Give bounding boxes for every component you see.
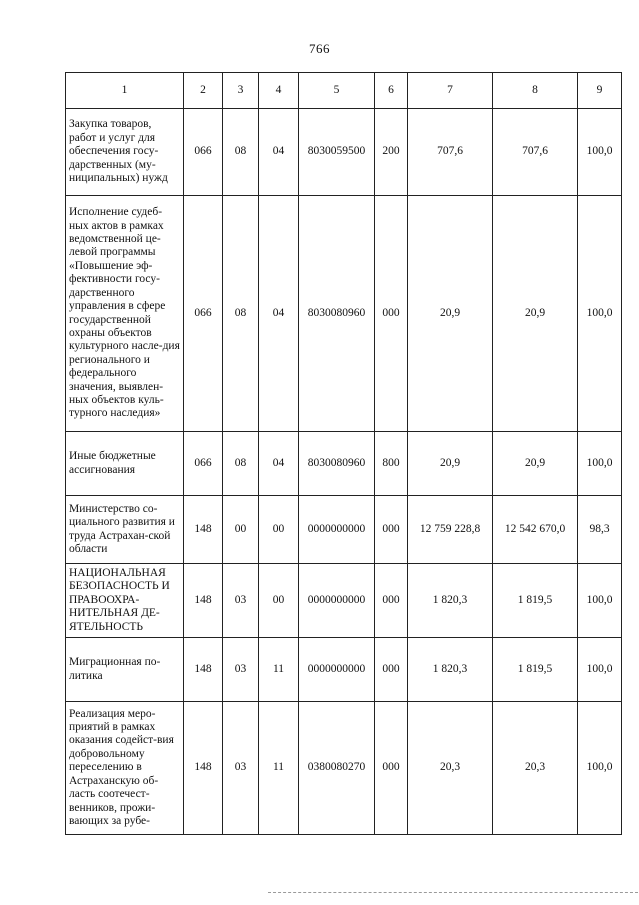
cell-section: 03 [223, 564, 259, 638]
cell-percent: 100,0 [578, 432, 622, 496]
cell-percent: 100,0 [578, 702, 622, 835]
cell-executed: 20,3 [493, 702, 578, 835]
cell-subsection: 00 [259, 564, 299, 638]
cell-expense-type: 000 [375, 702, 408, 835]
cell-chapter: 066 [184, 432, 223, 496]
cell-target-article: 0000000000 [299, 638, 375, 702]
cell-section: 00 [223, 496, 259, 564]
cell-subsection: 11 [259, 638, 299, 702]
cell-executed: 1 819,5 [493, 638, 578, 702]
cell-target-article: 8030080960 [299, 196, 375, 432]
cell-chapter: 066 [184, 196, 223, 432]
budget-table [65, 72, 622, 835]
cell-percent: 100,0 [578, 196, 622, 432]
row-name: Министерство со-циального развития и труда Астрахан-ской области [66, 496, 184, 564]
cell-expense-type: 800 [375, 432, 408, 496]
cell-percent: 98,3 [578, 496, 622, 564]
cell-planned: 12 759 228,8 [408, 496, 493, 564]
cell-chapter: 066 [184, 109, 223, 196]
cell-planned: 1 820,3 [408, 638, 493, 702]
table-row [66, 432, 622, 496]
row-name: Иные бюджетные ассигнования [66, 432, 184, 496]
cell-subsection: 11 [259, 702, 299, 835]
column-header: 9 [578, 73, 622, 109]
cell-expense-type: 000 [375, 564, 408, 638]
cell-executed: 707,6 [493, 109, 578, 196]
column-header: 7 [408, 73, 493, 109]
table-row [66, 496, 622, 564]
table-row [66, 196, 622, 432]
cell-section: 08 [223, 109, 259, 196]
table-header-row [66, 73, 622, 109]
cell-section: 08 [223, 196, 259, 432]
cell-subsection: 00 [259, 496, 299, 564]
cell-percent: 100,0 [578, 638, 622, 702]
column-header: 3 [223, 73, 259, 109]
cell-target-article: 0000000000 [299, 496, 375, 564]
row-name: Реализация меро-приятий в рамках оказания содейст-вия добровольному переселению в Астраханскую об-ласть соотечест-венников, прожи-вающих за рубе- [66, 702, 184, 835]
table-row [66, 702, 622, 835]
cell-expense-type: 000 [375, 638, 408, 702]
cell-section: 08 [223, 432, 259, 496]
table-row [66, 109, 622, 196]
row-name: Закупка товаров, работ и услуг для обеспечения госу-дарственных (му-ниципальных) нужд [66, 109, 184, 196]
cell-percent: 100,0 [578, 564, 622, 638]
cell-subsection: 04 [259, 109, 299, 196]
cell-subsection: 04 [259, 432, 299, 496]
table-row [66, 638, 622, 702]
cell-executed: 12 542 670,0 [493, 496, 578, 564]
scan-edge-line [268, 892, 638, 893]
cell-chapter: 148 [184, 496, 223, 564]
cell-target-article: 0000000000 [299, 564, 375, 638]
cell-subsection: 04 [259, 196, 299, 432]
cell-planned: 1 820,3 [408, 564, 493, 638]
cell-section: 03 [223, 638, 259, 702]
cell-executed: 20,9 [493, 196, 578, 432]
cell-target-article: 0380080270 [299, 702, 375, 835]
cell-target-article: 8030080960 [299, 432, 375, 496]
cell-planned: 20,3 [408, 702, 493, 835]
column-header: 6 [375, 73, 408, 109]
column-header: 5 [299, 73, 375, 109]
cell-chapter: 148 [184, 564, 223, 638]
cell-chapter: 148 [184, 638, 223, 702]
row-name: Исполнение судеб-ных актов в рамках ведомственной це-левой программы «Повышение эф-фективности госу-дарственного управления в сфере государственной охраны объектов культурного насле-дия регионального и федерального значения, выявлен-ных объектов куль-турного наследия» [66, 196, 184, 432]
cell-percent: 100,0 [578, 109, 622, 196]
cell-section: 03 [223, 702, 259, 835]
cell-expense-type: 200 [375, 109, 408, 196]
table-row [66, 564, 622, 638]
cell-planned: 20,9 [408, 196, 493, 432]
cell-target-article: 8030059500 [299, 109, 375, 196]
column-header: 2 [184, 73, 223, 109]
cell-expense-type: 000 [375, 196, 408, 432]
cell-chapter: 148 [184, 702, 223, 835]
page-number: 766 [309, 41, 330, 56]
cell-expense-type: 000 [375, 496, 408, 564]
column-header: 8 [493, 73, 578, 109]
column-header: 1 [66, 73, 184, 109]
column-header: 4 [259, 73, 299, 109]
row-name: Миграционная по-литика [66, 638, 184, 702]
row-name: НАЦИОНАЛЬНАЯ БЕЗОПАСНОСТЬ И ПРАВООХРА-НИТЕЛЬНАЯ ДЕ-ЯТЕЛЬНОСТЬ [66, 564, 184, 638]
cell-executed: 1 819,5 [493, 564, 578, 638]
cell-planned: 707,6 [408, 109, 493, 196]
cell-planned: 20,9 [408, 432, 493, 496]
cell-executed: 20,9 [493, 432, 578, 496]
